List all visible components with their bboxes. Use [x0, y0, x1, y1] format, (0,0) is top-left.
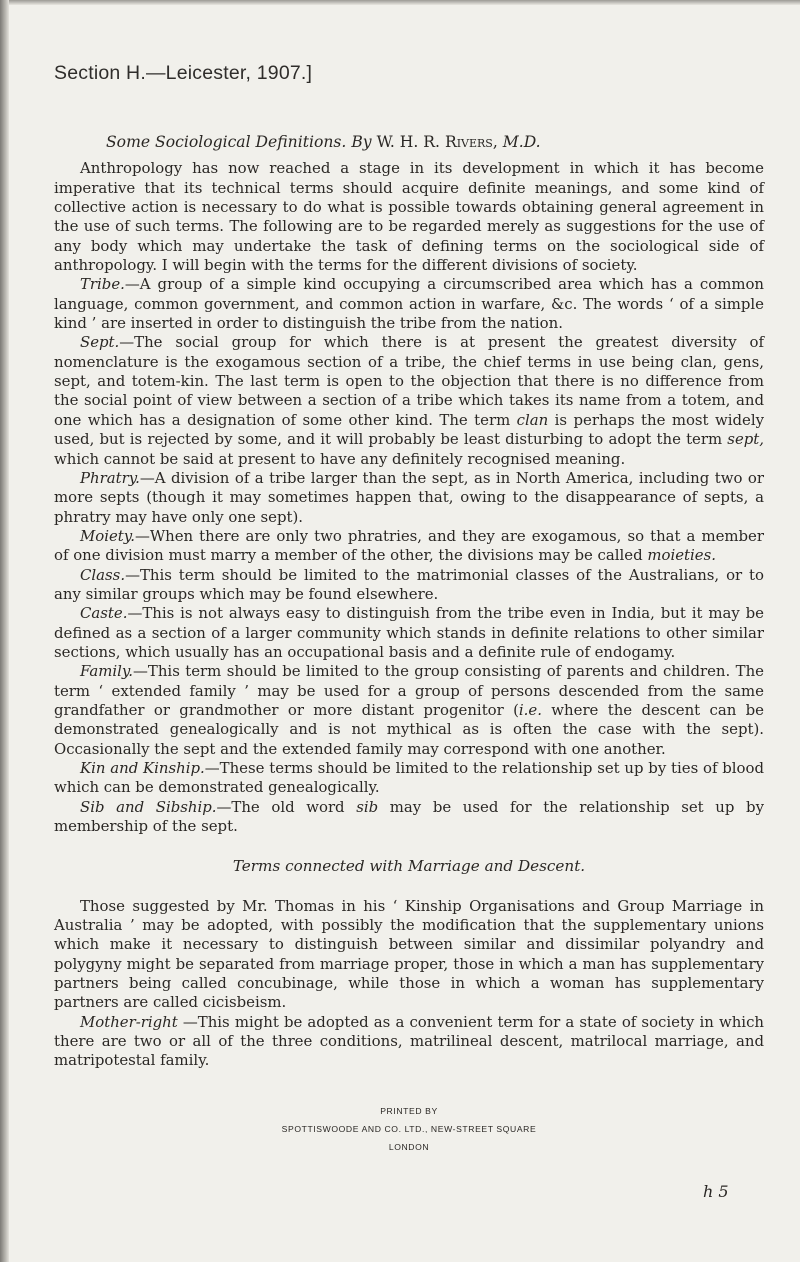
book-spine-shadow — [0, 0, 9, 1262]
term-label: Class. — [80, 565, 126, 584]
term-label: Kin and Kinship. — [80, 759, 205, 777]
term-label: Caste. — [80, 604, 128, 623]
term-label: Sib and Sibship. — [80, 797, 217, 816]
definition-sib: Sib and Sibship.—The old word sib may be used for the relationship set up by membership of the sept. — [54, 797, 764, 836]
definition-caste: Caste.—This is not always easy to distinguish from the tribe even in India, but it may be defined as a section of a larger community which stands in definite relations to other similar sections, which usually has an occupational basis and a definite rule of endogamy. — [54, 604, 764, 661]
page-top-edge — [9, 0, 800, 5]
term-label: Moiety. — [80, 526, 135, 545]
term-label: Sept. — [80, 333, 120, 352]
definition-mother-right: Mother-right —This might be adopted as a convenient term for a state of society in which there are two or all of the three conditions, matrilineal descent, matrilocal marriage, and matripotestal family. — [54, 1012, 764, 1070]
imprint-line-3: LONDON — [388, 1141, 430, 1152]
definition-tribe: Tribe.—A group of a simple kind occupying a circumscribed area which has a common language, common government, and common action in warfare, &c. The words ‘ of a simple kind ’ are inserted in order to distinguish the tribe from the nation. — [54, 275, 764, 333]
signature-mark: h 5 — [703, 1182, 729, 1201]
term-label: Phratry. — [80, 468, 140, 487]
intro-paragraph: Anthropology has now reached a stage in its development in which it has become imperative that its technical terms should acquire definite meanings, and some kind of collective action is necessary to do what is possible towards obtaining general agreement in the use of such terms. The following are to be regarded merely as suggestions for the use of any body which may undertake the task of defining terms on the sociological side of anthropology. I will begin with the terms for the different divisions of society. — [54, 159, 764, 275]
definition-phratry: Phratry.—A division of a tribe larger than the sept, as in North America, including two or more septs (though it may sometimes happen that, owing to the disappearance of septs, a phratry may have only one sept). — [54, 468, 764, 526]
term-label: Tribe. — [80, 275, 125, 294]
definition-kin: Kin and Kinship.—These terms should be limited to the relationship set up by ties of blood which can be demonstrated genealogically. — [54, 759, 764, 797]
definition-class: Class.—This term should be limited to the matrimonial classes of the Australians, or to any similar groups which may be found elsewhere. — [54, 565, 764, 603]
definition-family: Family.—This term should be limited to the group consisting of parents and children. The term ‘ extended family ’ may be used for a group of persons descended from the same grandfather or grandmother or more distant progenitor (i.e. where the descent can be demonstrated genealogically and is not mythical as is often the case with the sept). Occasionally the sept and the extended family may correspond with one another. — [54, 662, 764, 758]
definition-sept: Sept.—The social group for which there is at present the greatest diversity of nomenclature is the exogamous section of a tribe, the chief terms in use being clan, gens, sept, and totem-kin. The last term is open to the objection that there is no difference from the social point of view between a section of a tribe which takes its name from a totem, and one which has a designation of some other kind. The term clan is perhaps the most widely used, but is rejected by some, and it will probably be least disturbing to adopt the term sept, which cannot be said at present to have any definitely recognised meaning. — [54, 333, 764, 468]
term-label: Family. — [80, 662, 134, 681]
imprint-line-1: PRINTED BY — [380, 1105, 438, 1116]
title-by: By — [351, 133, 372, 151]
section-subheading: Terms connected with Marriage and Descent. — [232, 857, 586, 876]
page-body — [54, 133, 764, 1156]
marriage-paragraph: Those suggested by Mr. Thomas in his ‘ Kinship Organisations and Group Marriage in Australia ’ may be adopted, with possibly the modification that the supplementary unions which make it necessary to distinguish between similar and dissimilar polyandry and polygyny might be separated from marriage proper, those in which a man has supplementary partners being called concubinage, while those in which a woman has supplementary partners are called cicisbeism. — [54, 896, 764, 1012]
title-degree: M.D. — [502, 133, 541, 151]
running-header: Section H.—Leicester, 1907.] — [54, 62, 313, 84]
title-author: W. H. R. Rivers, — [376, 133, 498, 151]
article-title — [54, 133, 764, 152]
term-label: Mother-right — [80, 1012, 178, 1031]
title-main: Some Sociological Definitions. — [106, 133, 347, 151]
imprint-line-2: SPOTTISWOODE AND CO. LTD., NEW-STREET SQUARE — [281, 1123, 537, 1134]
definition-moiety: Moiety.—When there are only two phratries, and they are exogamous, so that a member of one division must marry a member of the other, the divisions may be called moieties. — [54, 526, 764, 565]
printer-imprint — [54, 1102, 764, 1156]
